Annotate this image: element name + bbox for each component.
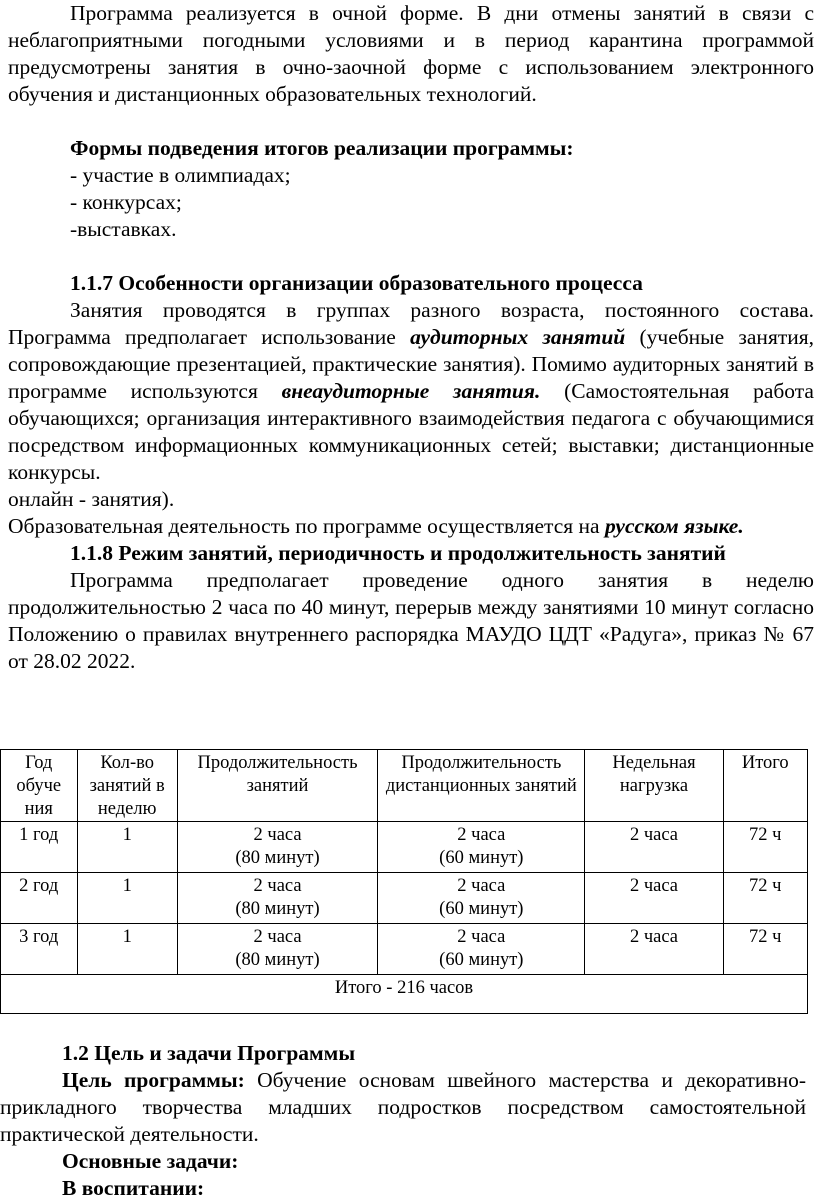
online-line: онлайн - занятия). bbox=[8, 487, 175, 511]
cell-total: 72 ч bbox=[723, 822, 807, 873]
table-row bbox=[1, 924, 808, 975]
results-item: - участие в олимпиадах; bbox=[70, 163, 291, 187]
cell-duration: 2 часа (80 минут) bbox=[177, 924, 377, 975]
table-header-row bbox=[1, 750, 808, 822]
results-item: -выставках. bbox=[70, 217, 177, 241]
cell-distance-duration: 2 часа (60 минут) bbox=[378, 924, 585, 975]
cell-count: 1 bbox=[77, 924, 177, 975]
cell-year: 2 год bbox=[1, 873, 78, 924]
cell-duration: 2 часа (80 минут) bbox=[177, 873, 377, 924]
cell-weekly-load: 2 часа bbox=[585, 873, 723, 924]
section-1-2-heading: 1.2 Цель и задачи Программы bbox=[62, 1041, 356, 1065]
header-count: Кол-во занятий в неделю bbox=[77, 750, 177, 822]
cell-distance-duration: 2 часа (60 минут) bbox=[378, 822, 585, 873]
section-1-1-7-heading: 1.1.7 Особенности организации образовательного процесса bbox=[70, 271, 643, 295]
language-paragraph: Образовательная деятельность по программе осуществляется на русском языке. bbox=[8, 514, 744, 538]
section-1-1-7-paragraph: Занятия проводятся в группах разного возраста, постоянного состава. Программа предполагает использование аудиторных занятий (учебные занятия, сопровождающие презентацией, практические занятия). Помимо аудиторных занятий в программе используются внеаудиторные занятия. (Самостоятельная работа обучающихся; организация интерактивного взаимодействия педагога с обучающимися посредством информационных коммуникационных сетей; выставки; дистанционные конкурсы. bbox=[8, 298, 814, 484]
header-distance-duration: Продолжительность дистанционных занятий bbox=[378, 750, 585, 822]
table-row bbox=[1, 822, 808, 873]
section-1-2 bbox=[0, 1040, 806, 1202]
extracurricular-emphasis: внеаудиторные занятия. bbox=[281, 379, 541, 403]
schedule-table bbox=[0, 749, 808, 1014]
language-emphasis: русском языке. bbox=[604, 514, 744, 538]
cell-year: 3 год bbox=[1, 924, 78, 975]
cell-total: 72 ч bbox=[723, 873, 807, 924]
header-duration: Продолжительность занятий bbox=[177, 750, 377, 822]
cell-distance-duration: 2 часа (60 минут) bbox=[378, 873, 585, 924]
cell-duration: 2 часа (80 минут) bbox=[177, 822, 377, 873]
section-1-1-8-paragraph: Программа предполагает проведение одного занятия в неделю продолжительностью 2 часа по 40 минут, перерыв между занятиями 10 минут согласно Положению о правилах внутреннего распорядка МАУДО ЦДТ «Радуга», приказ № 67 от 28.02 2022. bbox=[8, 568, 814, 673]
cell-weekly-load: 2 часа bbox=[585, 924, 723, 975]
tasks-heading: Основные задачи: bbox=[62, 1149, 239, 1173]
cell-weekly-load: 2 часа bbox=[585, 822, 723, 873]
auditory-emphasis: аудиторных занятий bbox=[410, 325, 626, 349]
document-page bbox=[8, 0, 814, 675]
results-heading: Формы подведения итогов реализации программы: bbox=[70, 136, 574, 160]
header-year: Год обуче ния bbox=[1, 750, 78, 822]
cell-count: 1 bbox=[77, 873, 177, 924]
table-total-row bbox=[1, 975, 808, 1014]
grand-total: Итого - 216 часов bbox=[1, 975, 808, 1014]
goal-paragraph: Цель программы: Обучение основам швейного мастерства и декоративно-прикладного творчества младших подростков посредством самостоятельной практической деятельности. bbox=[0, 1068, 806, 1146]
cell-year: 1 год bbox=[1, 822, 78, 873]
section-1-1-8-heading: 1.1.8 Режим занятий, периодичность и продолжительность занятий bbox=[70, 541, 726, 565]
goal-label: Цель программы: bbox=[62, 1068, 245, 1092]
results-item: - конкурсах; bbox=[70, 190, 182, 214]
header-weekly-load: Недельная нагрузка bbox=[585, 750, 723, 822]
upbringing-heading: В воспитании: bbox=[62, 1176, 205, 1200]
table-row bbox=[1, 873, 808, 924]
paragraph-form: Программа реализуется в очной форме. В дни отмены занятий в связи с неблагоприятными погодными условиями и в период карантина программой предусмотрены занятия в очно-заочной форме с использованием электронного обучения и дистанционных образовательных технологий. bbox=[8, 1, 814, 106]
header-total: Итого bbox=[723, 750, 807, 822]
cell-count: 1 bbox=[77, 822, 177, 873]
cell-total: 72 ч bbox=[723, 924, 807, 975]
